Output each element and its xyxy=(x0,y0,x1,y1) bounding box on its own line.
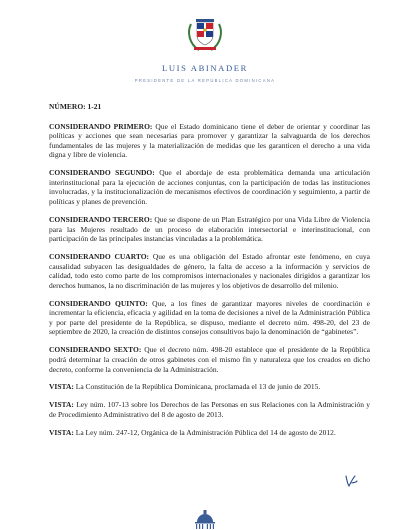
paragraph-text: Que es una obligación del Estado afrontar este fenómeno, en cuya causalidad subyacen las desigualdades de género, la falta de acceso a la información y servicios de calidad, todo esto como parte de los compromisos internacionales y nacionales dirigidos a garantizar los derechos humanos, la no discriminación de las mujeres y los objetivos de desarrollo del milenio. xyxy=(49,252,370,290)
considerando-quinto xyxy=(49,299,370,337)
paragraph-label: CONSIDERANDO CUARTO: xyxy=(49,252,150,262)
paragraph-label: CONSIDERANDO QUINTO: xyxy=(49,298,148,308)
paragraph-text: Que el Estado dominicano tiene el deber de orientar y coordinar las políticas y acciones que sean necesarias para promover y garantizar la salvaguarda de los derechos fundamentales de las mujeres y la materialización de medidas que les garanticen el derecho a una vida digna y libre de violencia. xyxy=(49,121,370,160)
paragraph-label: CONSIDERANDO SEGUNDO: xyxy=(49,168,155,178)
considerando-segundo xyxy=(49,168,370,206)
handwritten-initials-icon xyxy=(343,474,359,488)
president-title: PRESIDENTE DE LA REPÚBLICA DOMINICANA xyxy=(134,78,276,83)
paragraph-text: La Ley núm. 247-12, Orgánica de la Administración Pública del 14 de agosto de 2012. xyxy=(75,427,336,437)
paragraph-label: VISTA: xyxy=(49,427,74,437)
decree-body xyxy=(49,102,370,446)
paragraph-text: Ley núm. 107-13 sobre los Derechos de las Personas en sus Relaciones con la Administración y de Procedimiento Administrativo del 8 de agosto de 2013. xyxy=(49,400,370,419)
paragraph-text: Que el abordaje de esta problemática demanda una articulación interinstitucional para la ejecución de acciones conjuntas, con la participación de todas las instituciones involucradas, y la institucionalización de mecanismos efectivos de coordinación y seguimiento, a partir de políticas y planes de prevención. xyxy=(49,168,370,207)
considerando-cuarto xyxy=(49,252,370,290)
considerando-sexto xyxy=(49,345,370,374)
paragraph-text: Que se dispone de un Plan Estratégico por una Vida Libre de Violencia para las Mujeres resultado de un proceso de elaboración intersectorial e interinstitucional, con participación de las principales instancias vinculadas a la problemática. xyxy=(49,214,370,244)
paragraph-label: CONSIDERANDO PRIMERO: xyxy=(49,121,153,131)
vista-ley-247-12 xyxy=(49,428,370,438)
paragraph-text: Que el decreto núm. 498-20 establece que el presidente de la República podrá determinar la creación de otros gabinetes con el mismo fin y naturaleza que los creados en dicho decreto, conforme la conveniencia de la Administración. xyxy=(49,345,371,374)
coat-of-arms-icon xyxy=(185,14,225,54)
vista-ley-107-13 xyxy=(49,400,370,419)
president-name: LUIS ABINADER xyxy=(162,63,248,73)
considerando-primero xyxy=(49,122,370,160)
building-emblem-icon xyxy=(190,500,220,530)
paragraph-label: VISTA: xyxy=(49,400,74,410)
vista-constitucion xyxy=(49,382,370,392)
paragraph-label: CONSIDERANDO SEXTO: xyxy=(49,345,142,355)
decree-number-label: NÚMERO: xyxy=(49,102,86,111)
decree-number xyxy=(49,102,370,112)
paragraph-text: La Constitución de la República Dominicana, proclamada el 13 de junio de 2015. xyxy=(75,382,321,392)
decree-number-value: 1-21 xyxy=(87,102,102,111)
paragraph-label: CONSIDERANDO TERCERO: xyxy=(49,214,153,224)
considerando-tercero xyxy=(49,215,370,244)
paragraph-label: VISTA: xyxy=(49,382,74,392)
paragraph-text: Que, a los fines de garantizar mayores niveles de coordinación e incrementar la eficiencia, eficacia y agilidad en la toma de decisiones a nivel de la Administración Pública y por parte del presidente de la República, se dispuso, mediante el decreto núm. 498-20, del 23 de septiembre de 2020, la creación de distintos consejos consultivos bajo la denominación de “gabinetes”. xyxy=(49,298,370,337)
